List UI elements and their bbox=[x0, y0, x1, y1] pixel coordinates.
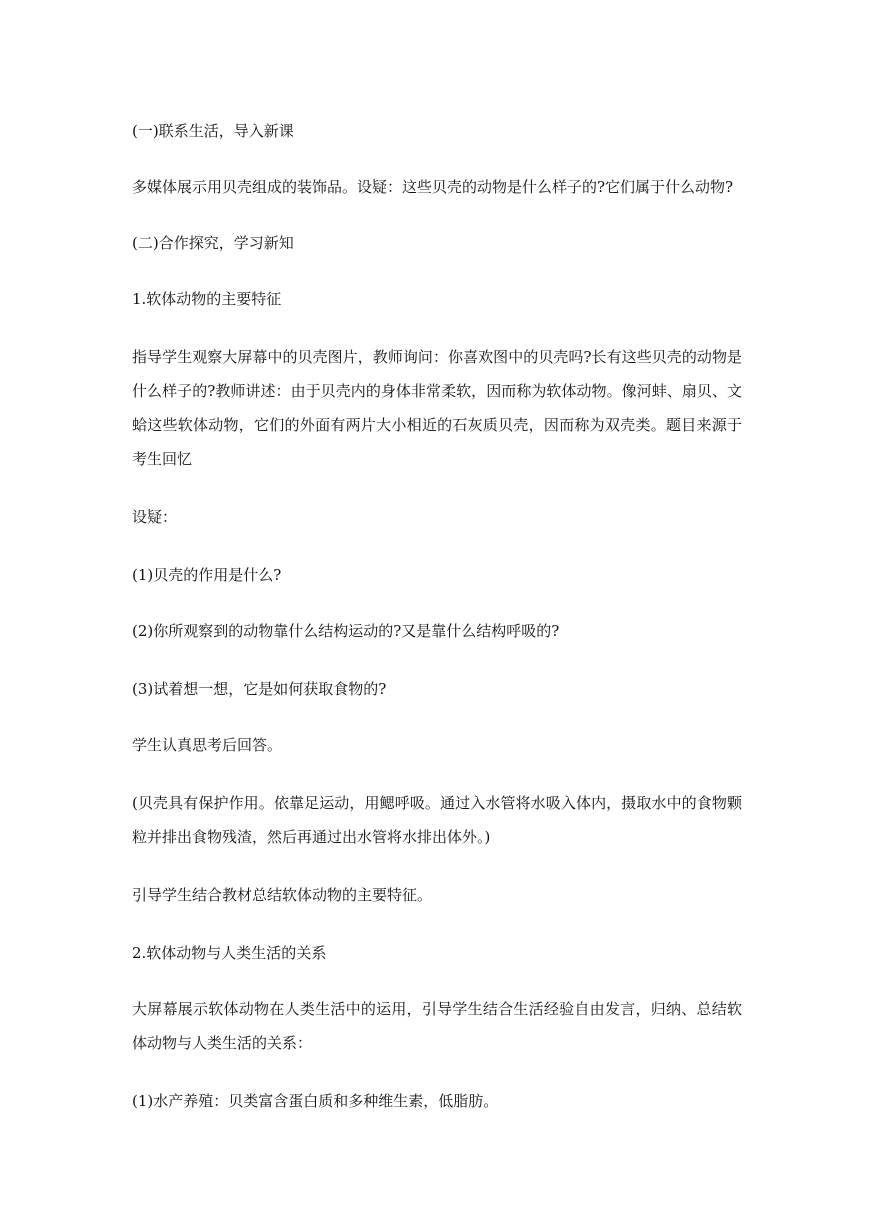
question-3: (3)试着想一想，它是如何获取食物的? bbox=[132, 680, 387, 698]
paragraph-students-answer: 学生认真思考后回答。 bbox=[132, 736, 283, 754]
subheading-main-features: 1.软体动物的主要特征 bbox=[132, 290, 282, 308]
paragraph-multimedia-display: 多媒体展示用贝壳组成的装饰品。设疑：这些贝壳的动物是什么样子的?它们属于什么动物? bbox=[132, 178, 734, 196]
paragraph-summarize-features: 引导学生结合教材总结软体动物的主要特征。 bbox=[132, 886, 433, 904]
section-heading-explore: (二)合作探究，学习新知 bbox=[132, 234, 294, 252]
list-item-aquaculture: (1)水产养殖：贝类富含蛋白质和多种维生素，低脂肪。 bbox=[132, 1092, 499, 1110]
question-2: (2)你所观察到的动物靠什么结构运动的?又是靠什么结构呼吸的? bbox=[132, 622, 560, 640]
paragraph-answer-detail: (贝壳具有保护作用。依靠足运动，用鳃呼吸。通过入水管将水吸入体内，摄取水中的食物颗粒并排出食物残渣，然后再通过出水管将水排出体外。) bbox=[132, 794, 742, 846]
paragraph-big-screen-display: 大屏幕展示软体动物在人类生活中的运用，引导学生结合生活经验自由发言，归纳、总结软体动物与人类生活的关系： bbox=[132, 1000, 742, 1052]
section-heading-intro: (一)联系生活，导入新课 bbox=[132, 122, 294, 140]
paragraph-observe-shells: 指导学生观察大屏幕中的贝壳图片，教师询问：你喜欢图中的贝壳吗?长有这些贝壳的动物是什么样子的?教师讲述：由于贝壳内的身体非常柔软，因而称为软体动物。像河蚌、扇贝、文蛤这些软体动物，它们的外面有两片大小相近的石灰质贝壳，因而称为双壳类。题目来源于考生回忆 bbox=[132, 348, 742, 468]
question-1: (1)贝壳的作用是什么? bbox=[132, 566, 282, 584]
paragraph-questions-label: 设疑： bbox=[132, 508, 178, 526]
subheading-human-relation: 2.软体动物与人类生活的关系 bbox=[132, 944, 327, 962]
